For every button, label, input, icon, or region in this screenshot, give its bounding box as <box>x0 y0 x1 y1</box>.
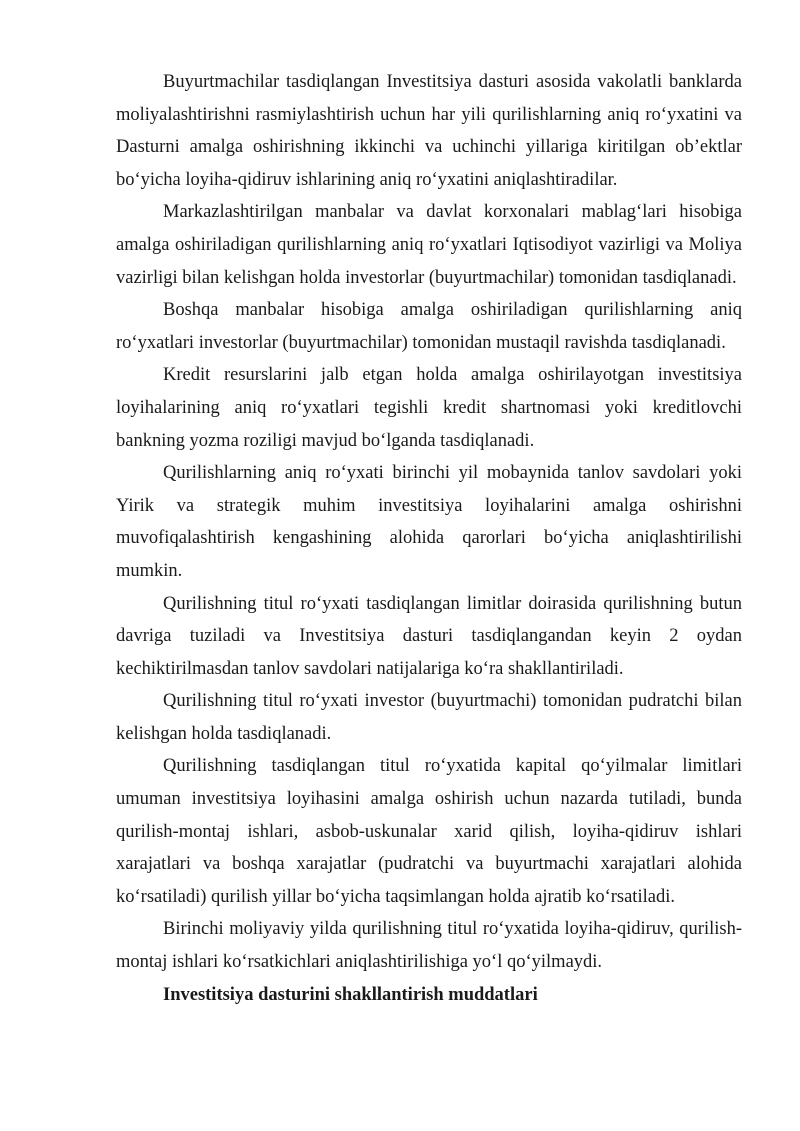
section-heading: Investitsiya dasturini shakllantirish muddatlari <box>163 984 538 1005</box>
paragraph-4: Kredit resurslarini jalb etgan holda amalga oshirilayotgan investitsiya loyihalarining aniq ro‘yxatlari tegishli kredit shartnomasi yoki kreditlovchi bankning yozma roziligi mavjud bo‘lganda tasdiqlanadi. <box>116 365 742 451</box>
paragraph-7: Qurilishning titul ro‘yxati investor (buyurtmachi) tomonidan pudratchi bilan kelishgan holda tasdiqlanadi. <box>116 691 742 744</box>
paragraph-8: Qurilishning tasdiqlangan titul ro‘yxatida kapital qo‘yilmalar limitlari umuman investitsiya loyihasini amalga oshirish uchun nazarda tutiladi, bunda qurilish-montaj ishlari, asbob-uskunalar xarid qilish, loyiha-qidiruv ishlari xarajatlari va boshqa xarajatlar (pudratchi va buyurtmachi xarajatlari alohida ko‘rsatiladi) qurilish yillar bo‘yicha taqsimlangan holda ajratib ko‘rsatiladi. <box>116 756 742 907</box>
paragraph-5: Qurilishlarning aniq ro‘yxati birinchi yil mobaynida tanlov savdolari yoki Yirik va strategik muhim investitsiya loyihalarini amalga oshirishni muvofiqalashtirish kengashining alohida qarorlari bo‘yicha aniqlashtirilishi mumkin. <box>116 463 742 581</box>
paragraph-2: Markazlashtirilgan manbalar va davlat korxonalari mablag‘lari hisobiga amalga oshiriladigan qurilishlarning aniq ro‘yxatlari Iqtisodiyot vazirligi va Moliya vazirligi bilan kelishgan holda investorlar (buyurtmachilar) tomonidan tasdiqlanadi. <box>116 202 742 288</box>
paragraph-9: Birinchi moliyaviy yilda qurilishning titul ro‘yxatida loyiha-qidiruv, qurilish-montaj ishlari ko‘rsatkichlari aniqlashtirilishiga yo‘l qo‘yilmaydi. <box>116 919 742 973</box>
paragraph-1: Buyurtmachilar tasdiqlangan Investitsiya dasturi asosida vakolatli banklarda moliyalashtirishni rasmiylashtirish uchun har yili qurilishlarning aniq ro‘yxatini va Dasturni amalga oshirishning ikkinchi va uchinchi yillariga kiritilgan ob’ektlar bo‘yicha loyiha-qidiruv ishlarining aniq ro‘yxatini aniqlashtiradilar. <box>116 72 742 190</box>
paragraph-3: Boshqa manbalar hisobiga amalga oshiriladigan qurilishlarning aniq ro‘yxatlari investorlar (buyurtmachilar) tomonidan mustaqil ravishda tasdiqlanadi. <box>116 300 742 353</box>
paragraph-6: Qurilishning titul ro‘yxati tasdiqlangan limitlar doirasida qurilishning butun davriga tuziladi va Investitsiya dasturi tasdiqlangandan keyin 2 oydan kechiktirilmasdan tanlov savdolari natijalariga ko‘ra shakllantiriladi. <box>116 593 742 679</box>
document-page <box>116 66 742 1011</box>
